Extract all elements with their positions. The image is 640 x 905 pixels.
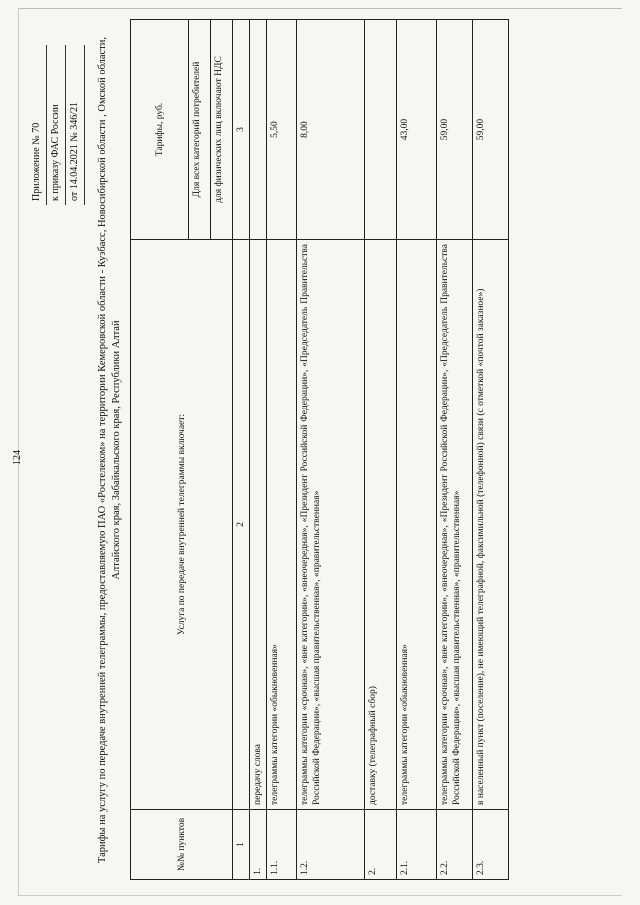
table-row <box>397 20 437 880</box>
row-text: телеграммы категории «срочная», «вне категории», «внеочередная», «Президент Российской Федерации», «Председатель Правительства Российской Федерации», «высшая правительственная», «правительственная» <box>297 240 365 810</box>
document-title: Тарифы на услугу по передаче внутренней телеграммы, предоставляемую ПАО «Ростелеком» на территории Кемеровской области - Кузбасс, Новосибирской области , Омской области, Алтайского края, Забайкальского края, Республики Алтай <box>97 36 122 864</box>
table-row <box>267 20 297 880</box>
header-service: Услуга по передаче внутренней телеграммы включает: <box>131 240 233 810</box>
col-number-1: 1 <box>233 810 250 880</box>
header-row-1 <box>131 20 189 880</box>
table-row <box>473 20 509 880</box>
appendix-line-3: от 14.04.2021 № 346/21 <box>66 45 85 205</box>
row-num: 1.2. <box>297 810 365 880</box>
row-num: 1. <box>250 810 267 880</box>
tariff-table <box>130 19 509 880</box>
row-text: телеграммы категории «обыкновенная» <box>267 240 297 810</box>
row-text: доставку (телеграфный сбор) <box>365 240 397 810</box>
row-text: телеграммы категории «обыкновенная» <box>397 240 437 810</box>
row-price <box>250 20 267 240</box>
row-num: 1.1. <box>267 810 297 880</box>
table-row <box>297 20 365 880</box>
appendix-line-2: к приказу ФАС России <box>47 45 66 205</box>
row-text: передачу слова <box>250 240 267 810</box>
col-number-3: 3 <box>233 20 250 240</box>
row-price: 5,50 <box>267 20 297 240</box>
appendix-line-1: Приложение № 70 <box>28 45 47 205</box>
row-price: 43,00 <box>397 20 437 240</box>
row-price <box>365 20 397 240</box>
col-number-2: 2 <box>233 240 250 810</box>
row-num: 2. <box>365 810 397 880</box>
row-text: телеграммы категории «срочная», «вне категории», «внеочередная», «Президент Российской Федерации», «Председатель Правительства Российской Федерации», «высшая правительственная», «правительственная» <box>437 240 473 810</box>
table-row <box>365 20 397 880</box>
table-row <box>437 20 473 880</box>
table-row <box>250 20 267 880</box>
row-num: 2.3. <box>473 810 509 880</box>
header-vat-note: для физических лиц включают НДС <box>211 20 233 240</box>
header-tariffs: Тарифы, руб. <box>131 20 189 240</box>
row-price: 59,00 <box>473 20 509 240</box>
row-price: 59,00 <box>437 20 473 240</box>
header-num: №№ пунктов <box>131 810 233 880</box>
row-price: 8,00 <box>297 20 365 240</box>
appendix-block <box>28 45 85 205</box>
row-num: 2.2. <box>437 810 473 880</box>
row-text: в населенный пункт (поселение), не имеющий телеграфной, факсимильной (телефонной) связи (с отметкой «почтой заказное») <box>473 240 509 810</box>
row-num: 2.1. <box>397 810 437 880</box>
col-number-row <box>233 20 250 880</box>
page-number: 124 <box>12 450 23 465</box>
header-all-categories: Для всех категорий потребителей <box>189 20 211 240</box>
